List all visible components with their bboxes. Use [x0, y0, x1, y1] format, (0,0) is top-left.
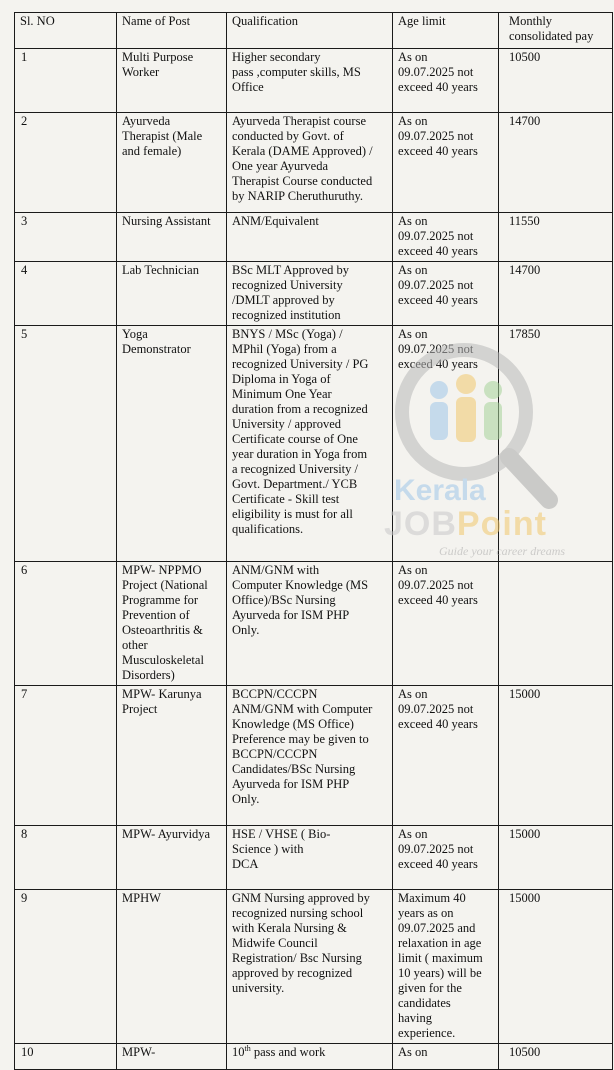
- row-post-name-text: Ayurveda Therapist (Male and female): [122, 114, 203, 158]
- row-qualification-text: 10th pass and work: [232, 1043, 326, 1059]
- row-sl-no-text: 1: [21, 50, 28, 64]
- table-row: [15, 213, 613, 262]
- row-monthly-pay: [499, 686, 613, 826]
- row-sl-no: [15, 826, 117, 890]
- row-qualification-text: ANM/GNM with Computer Knowledge (MS Office)/BSc Nursing Ayurveda for ISM PHP Only.: [232, 563, 369, 637]
- row-age-limit-text: As on 09.07.2025 not exceed 40 years: [398, 114, 478, 158]
- row-age-limit-text: As on 09.07.2025 not exceed 40 years: [398, 827, 478, 871]
- row-sl-no-text: 8: [21, 827, 28, 841]
- row-post-name-text: MPW- Ayurvidya: [122, 827, 211, 841]
- row-post-name: [117, 213, 227, 262]
- row-sl-no: [15, 49, 117, 113]
- row-sl-no: [15, 326, 117, 562]
- row-age-limit-text: As on 09.07.2025 not exceed 40 years: [398, 687, 478, 731]
- header-post-name: Name of Post: [117, 13, 227, 49]
- row-age-limit-text: As on 09.07.2025 not exceed 40 years: [398, 327, 478, 371]
- row-post-name-text: MPW- NPPMO Project (National Programme for Prevention of Osteoarthritis & other Musculoskeletal Disorders): [122, 563, 208, 682]
- row-monthly-pay-text: 10500: [509, 1045, 541, 1059]
- row-monthly-pay-text: 10500: [509, 50, 541, 64]
- row-qualification-text: Higher secondary pass ,computer skills, MS Office: [232, 50, 361, 94]
- row-age-limit: [393, 1044, 499, 1070]
- row-post-name: [117, 562, 227, 686]
- row-age-limit-text: As on 09.07.2025 not exceed 40 years: [398, 563, 478, 607]
- table-row: [15, 826, 613, 890]
- header-age-limit: Age limit: [393, 13, 499, 49]
- row-sl-no: [15, 562, 117, 686]
- watermark-tagline: Guide your career dreams: [439, 544, 566, 558]
- row-post-name-text: MPHW: [122, 891, 161, 905]
- row-monthly-pay-text: 11550: [509, 214, 540, 228]
- table-row: [15, 686, 613, 826]
- row-qualification-text: BNYS / MSc (Yoga) / MPhil (Yoga) from a recognized University / PG Diploma in Yoga of Minimum One Year duration from a recognized University / approved Certificate course of One year duration in Yoga from a recognized University / Govt. Department./ YCB Certificate - Skill test eligibility is must for all qualifications.: [232, 327, 369, 536]
- watermark-job: JOB: [384, 505, 457, 543]
- header-monthly-pay: Monthly consolidated pay: [499, 13, 613, 49]
- row-age-limit: [393, 686, 499, 826]
- table-row: [15, 262, 613, 326]
- row-qualification: [227, 1044, 393, 1070]
- row-monthly-pay-text: 15000: [509, 891, 541, 905]
- row-age-limit: [393, 326, 499, 562]
- row-qualification-text: BCCPN/CCCPN ANM/GNM with Computer Knowledge (MS Office) Preference may be given to BCCPN/CCCPN Candidates/BSc Nursing Ayurveda for ISM PHP Only.: [232, 687, 373, 806]
- row-post-name: [117, 49, 227, 113]
- table-row: [15, 890, 613, 1044]
- row-qualification-text: Ayurveda Therapist course conducted by Govt. of Kerala (DAME Approved) / One year Ayurveda Therapist Course conducted by NARIP Cheruthuruthy.: [232, 114, 373, 203]
- row-age-limit: [393, 262, 499, 326]
- posts-table: [14, 12, 613, 1070]
- row-qualification: [227, 213, 393, 262]
- row-qualification-text: BSc MLT Approved by recognized University /DMLT approved by recognized institution: [232, 263, 350, 322]
- table-row: [15, 113, 613, 213]
- row-monthly-pay: [499, 49, 613, 113]
- table-row: [15, 1044, 613, 1070]
- row-sl-no: [15, 890, 117, 1044]
- row-sl-no: [15, 686, 117, 826]
- row-qualification: [227, 562, 393, 686]
- row-sl-no: [15, 262, 117, 326]
- row-age-limit: [393, 890, 499, 1044]
- row-monthly-pay: [499, 262, 613, 326]
- row-qualification: [227, 890, 393, 1044]
- row-monthly-pay: [499, 113, 613, 213]
- row-age-limit: [393, 826, 499, 890]
- row-age-limit-text: Maximum 40 years as on 09.07.2025 and relaxation in age limit ( maximum 10 years) will be given for the candidates having experience.: [398, 891, 483, 1040]
- row-monthly-pay-text: 15000: [509, 687, 541, 701]
- row-monthly-pay-text: 14700: [509, 263, 541, 277]
- row-age-limit-text: As on 09.07.2025 not exceed 40 years: [398, 50, 478, 94]
- row-qualification-text: ANM/Equivalent: [232, 214, 319, 228]
- row-sl-no: [15, 1044, 117, 1070]
- row-post-name-text: Nursing Assistant: [122, 214, 211, 228]
- row-qualification: [227, 686, 393, 826]
- header-sl-no: Sl. NO: [15, 13, 117, 49]
- watermark-kerala: Kerala: [394, 474, 486, 507]
- row-monthly-pay: [499, 213, 613, 262]
- row-age-limit: [393, 113, 499, 213]
- row-post-name: [117, 113, 227, 213]
- table-row: [15, 562, 613, 686]
- row-sl-no: [15, 213, 117, 262]
- row-qualification: [227, 113, 393, 213]
- row-post-name: [117, 326, 227, 562]
- row-age-limit-text: As on 09.07.2025 not exceed 40 years: [398, 214, 478, 258]
- row-sl-no-text: 10: [21, 1045, 34, 1059]
- table-row: [15, 49, 613, 113]
- row-post-name-text: Yoga Demonstrator: [122, 327, 191, 356]
- row-age-limit: [393, 49, 499, 113]
- row-post-name: [117, 1044, 227, 1070]
- row-sl-no-text: 2: [21, 114, 28, 128]
- watermark-point: Point: [456, 505, 547, 543]
- row-post-name-text: Multi Purpose Worker: [122, 50, 194, 79]
- row-sl-no: [15, 113, 117, 213]
- row-monthly-pay: [499, 890, 613, 1044]
- table-header-row: [15, 13, 613, 49]
- row-sl-no-text: 9: [21, 891, 28, 905]
- row-age-limit-text: As on 09.07.2025 not exceed 40 years: [398, 263, 478, 307]
- row-monthly-pay-text: 14700: [509, 114, 541, 128]
- row-qualification: [227, 826, 393, 890]
- row-qualification: [227, 262, 393, 326]
- row-qualification: [227, 49, 393, 113]
- row-post-name: [117, 262, 227, 326]
- row-post-name-text: Lab Technician: [122, 263, 199, 277]
- row-qualification-text: GNM Nursing approved by recognized nursing school with Kerala Nursing & Midwife Council Registration/ Bsc Nursing approved by recognized university.: [232, 891, 370, 995]
- row-sl-no-text: 5: [21, 327, 28, 341]
- table-row: [15, 326, 613, 562]
- row-monthly-pay-text: 17850: [509, 327, 541, 341]
- row-post-name: [117, 890, 227, 1044]
- row-post-name: [117, 686, 227, 826]
- row-qualification: [227, 326, 393, 562]
- row-monthly-pay: [499, 826, 613, 890]
- row-qualification-text: HSE / VHSE ( Bio- Science ) with DCA: [232, 827, 331, 871]
- row-sl-no-text: 3: [21, 214, 28, 228]
- row-age-limit: [393, 562, 499, 686]
- job-table-sheet: [14, 12, 612, 1070]
- row-sl-no-text: 4: [21, 263, 28, 277]
- row-monthly-pay: [499, 326, 613, 562]
- row-post-name-text: MPW- Karunya Project: [122, 687, 202, 716]
- header-qualification: Qualification: [227, 13, 393, 49]
- row-sl-no-text: 7: [21, 687, 28, 701]
- row-monthly-pay: [499, 562, 613, 686]
- row-age-limit: [393, 213, 499, 262]
- row-post-name: [117, 826, 227, 890]
- row-age-limit-text: As on: [398, 1045, 428, 1059]
- row-monthly-pay-text: 15000: [509, 827, 541, 841]
- row-monthly-pay: [499, 1044, 613, 1070]
- row-sl-no-text: 6: [21, 563, 28, 577]
- row-post-name-text: MPW-: [122, 1045, 156, 1059]
